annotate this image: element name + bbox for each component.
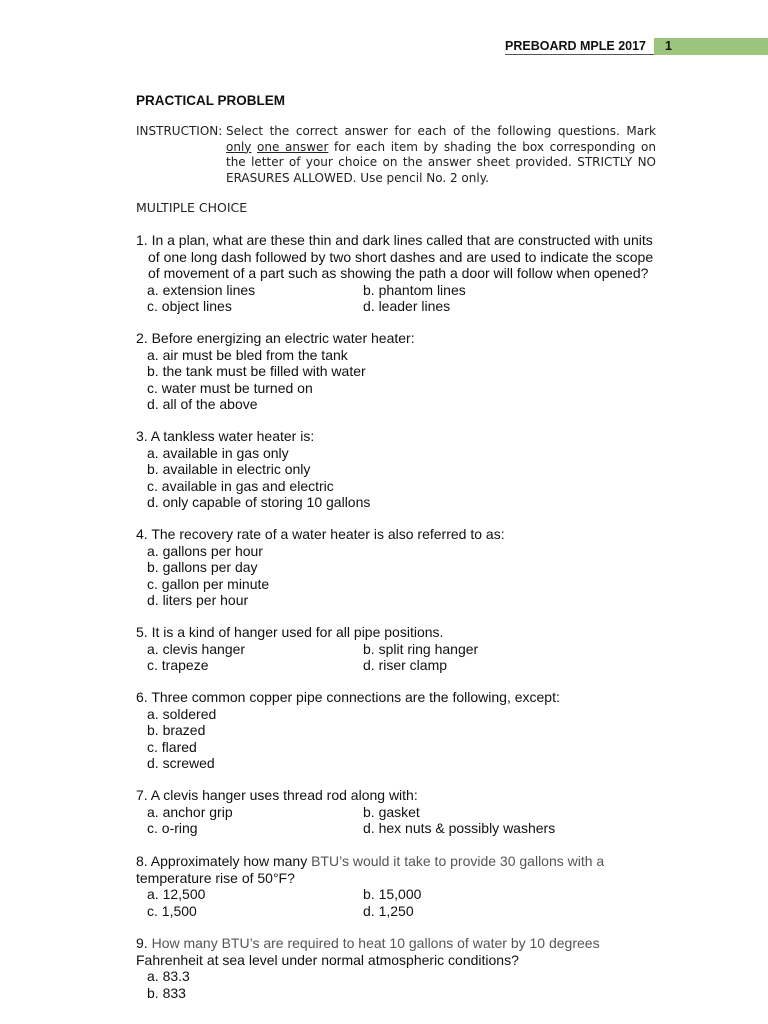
- question-8: [136, 853, 656, 919]
- header-rule: [505, 54, 655, 55]
- option-c: c. gallon per minute: [147, 575, 270, 592]
- option-a: a. soldered: [147, 705, 217, 722]
- question-stem: [136, 853, 656, 886]
- option-list: [136, 543, 656, 609]
- question-stem: 2. Before energizing an electric water heater:: [136, 330, 415, 346]
- option-b: b. gallons per day: [147, 559, 258, 575]
- question-stem: 4. The recovery rate of a water heater is also referred to as:: [136, 526, 505, 542]
- option-c: c. 1,500: [147, 902, 197, 919]
- question-5: [136, 624, 656, 674]
- instruction-underline-2: one answer: [257, 139, 329, 154]
- question-7: [136, 787, 656, 837]
- option-list: [136, 968, 656, 1001]
- page-number-box: [654, 38, 768, 55]
- option-list: [136, 706, 656, 772]
- option-list: [136, 282, 656, 315]
- header-title: PREBOARD MPLE 2017: [505, 39, 647, 53]
- question-line: How many BTU’s are required to heat 10 gallons of water by 10 degrees: [151, 935, 600, 951]
- option-a: a. 12,500: [147, 886, 206, 902]
- question-line: 9.: [136, 935, 152, 951]
- option-list: [136, 641, 656, 674]
- instruction-label: INSTRUCTION:: [136, 124, 223, 138]
- question-4: [136, 526, 656, 609]
- option-a: a. clevis hanger: [147, 640, 246, 657]
- option-a: a. air must be bled from the tank: [147, 346, 348, 363]
- option-a: a. anchor grip: [147, 803, 233, 820]
- option-b: b. 833: [147, 984, 186, 1001]
- option-list: [136, 347, 656, 413]
- option-c: c. object lines: [147, 298, 232, 314]
- option-b: b. the tank must be filled with water: [147, 363, 366, 379]
- option-b: b. split ring hanger: [363, 640, 479, 657]
- option-c: c. available in gas and electric: [147, 477, 334, 494]
- option-b: b. 15,000: [363, 886, 422, 902]
- option-c: c. water must be turned on: [147, 379, 313, 396]
- question-stem: 7. A clevis hanger uses thread rod along with:: [136, 787, 418, 803]
- question-9: [136, 935, 656, 1001]
- question-3: [136, 428, 656, 511]
- instruction-underline-1: only: [226, 139, 252, 154]
- option-list: [136, 804, 656, 837]
- option-b: b. phantom lines: [363, 281, 466, 298]
- question-stem: 5. It is a kind of hanger used for all pipe positions.: [136, 624, 444, 640]
- option-b: b. gasket: [363, 803, 420, 820]
- option-a: a. available in gas only: [147, 444, 289, 461]
- option-a: a. 83.3: [147, 968, 190, 984]
- instruction-text-2: for each item by shading the box corresponding on the letter of your choice on the answer sheet provided. STRICTLY NO ERASURES ALLOWED. Use pencil No. 2 only.: [226, 139, 656, 185]
- option-a: a. gallons per hour: [147, 542, 263, 559]
- page-header: [0, 38, 768, 56]
- option-list: [136, 445, 656, 511]
- option-d: d. liters per hour: [147, 592, 249, 608]
- question-line: temperature rise of 50°F?: [136, 869, 295, 886]
- option-list: [136, 886, 656, 919]
- page-number: 1: [665, 39, 672, 53]
- option-d: d. hex nuts & possibly washers: [363, 820, 556, 836]
- option-d: d. screwed: [147, 755, 215, 771]
- option-d: d. riser clamp: [363, 657, 448, 673]
- question-stem: 6. Three common copper pipe connections are the following, except:: [136, 689, 560, 705]
- question-line: of movement of a part such as showing the path a door will follow when opened?: [148, 265, 649, 281]
- option-c: c. trapeze: [147, 657, 209, 673]
- question-line: BTU’s would it take to provide 30 gallons with a: [311, 853, 605, 869]
- question-6: [136, 689, 656, 772]
- question-stem: [136, 232, 656, 282]
- question-1: [136, 232, 656, 315]
- option-b: b. brazed: [147, 722, 206, 738]
- question-line: 8. Approximately how many: [136, 853, 312, 869]
- question-2: [136, 330, 656, 413]
- instruction-text-1: Select the correct answer for each of the following questions. Mark: [226, 124, 656, 138]
- option-d: d. leader lines: [363, 298, 451, 314]
- question-stem: 3. A tankless water heater is:: [136, 428, 315, 444]
- option-c: c. o-ring: [147, 820, 198, 836]
- question-line: Fahrenheit at sea level under normal atmospheric conditions?: [136, 951, 519, 968]
- option-b: b. available in electric only: [147, 461, 311, 477]
- question-line: 1. In a plan, what are these thin and dark lines called that are constructed with units: [136, 232, 653, 248]
- question-stem: [136, 935, 656, 968]
- instruction-text: [226, 124, 656, 186]
- option-c: c. flared: [147, 738, 197, 755]
- section-title: PRACTICAL PROBLEM: [136, 93, 286, 108]
- multiple-choice-heading: MULTIPLE CHOICE: [136, 200, 248, 215]
- option-d: d. all of the above: [147, 396, 258, 412]
- option-a: a. extension lines: [147, 281, 256, 298]
- option-d: d. only capable of storing 10 gallons: [147, 494, 371, 510]
- question-line: of one long dash followed by two short dashes and are used to indicate the scope: [148, 248, 654, 265]
- option-d: d. 1,250: [363, 902, 414, 919]
